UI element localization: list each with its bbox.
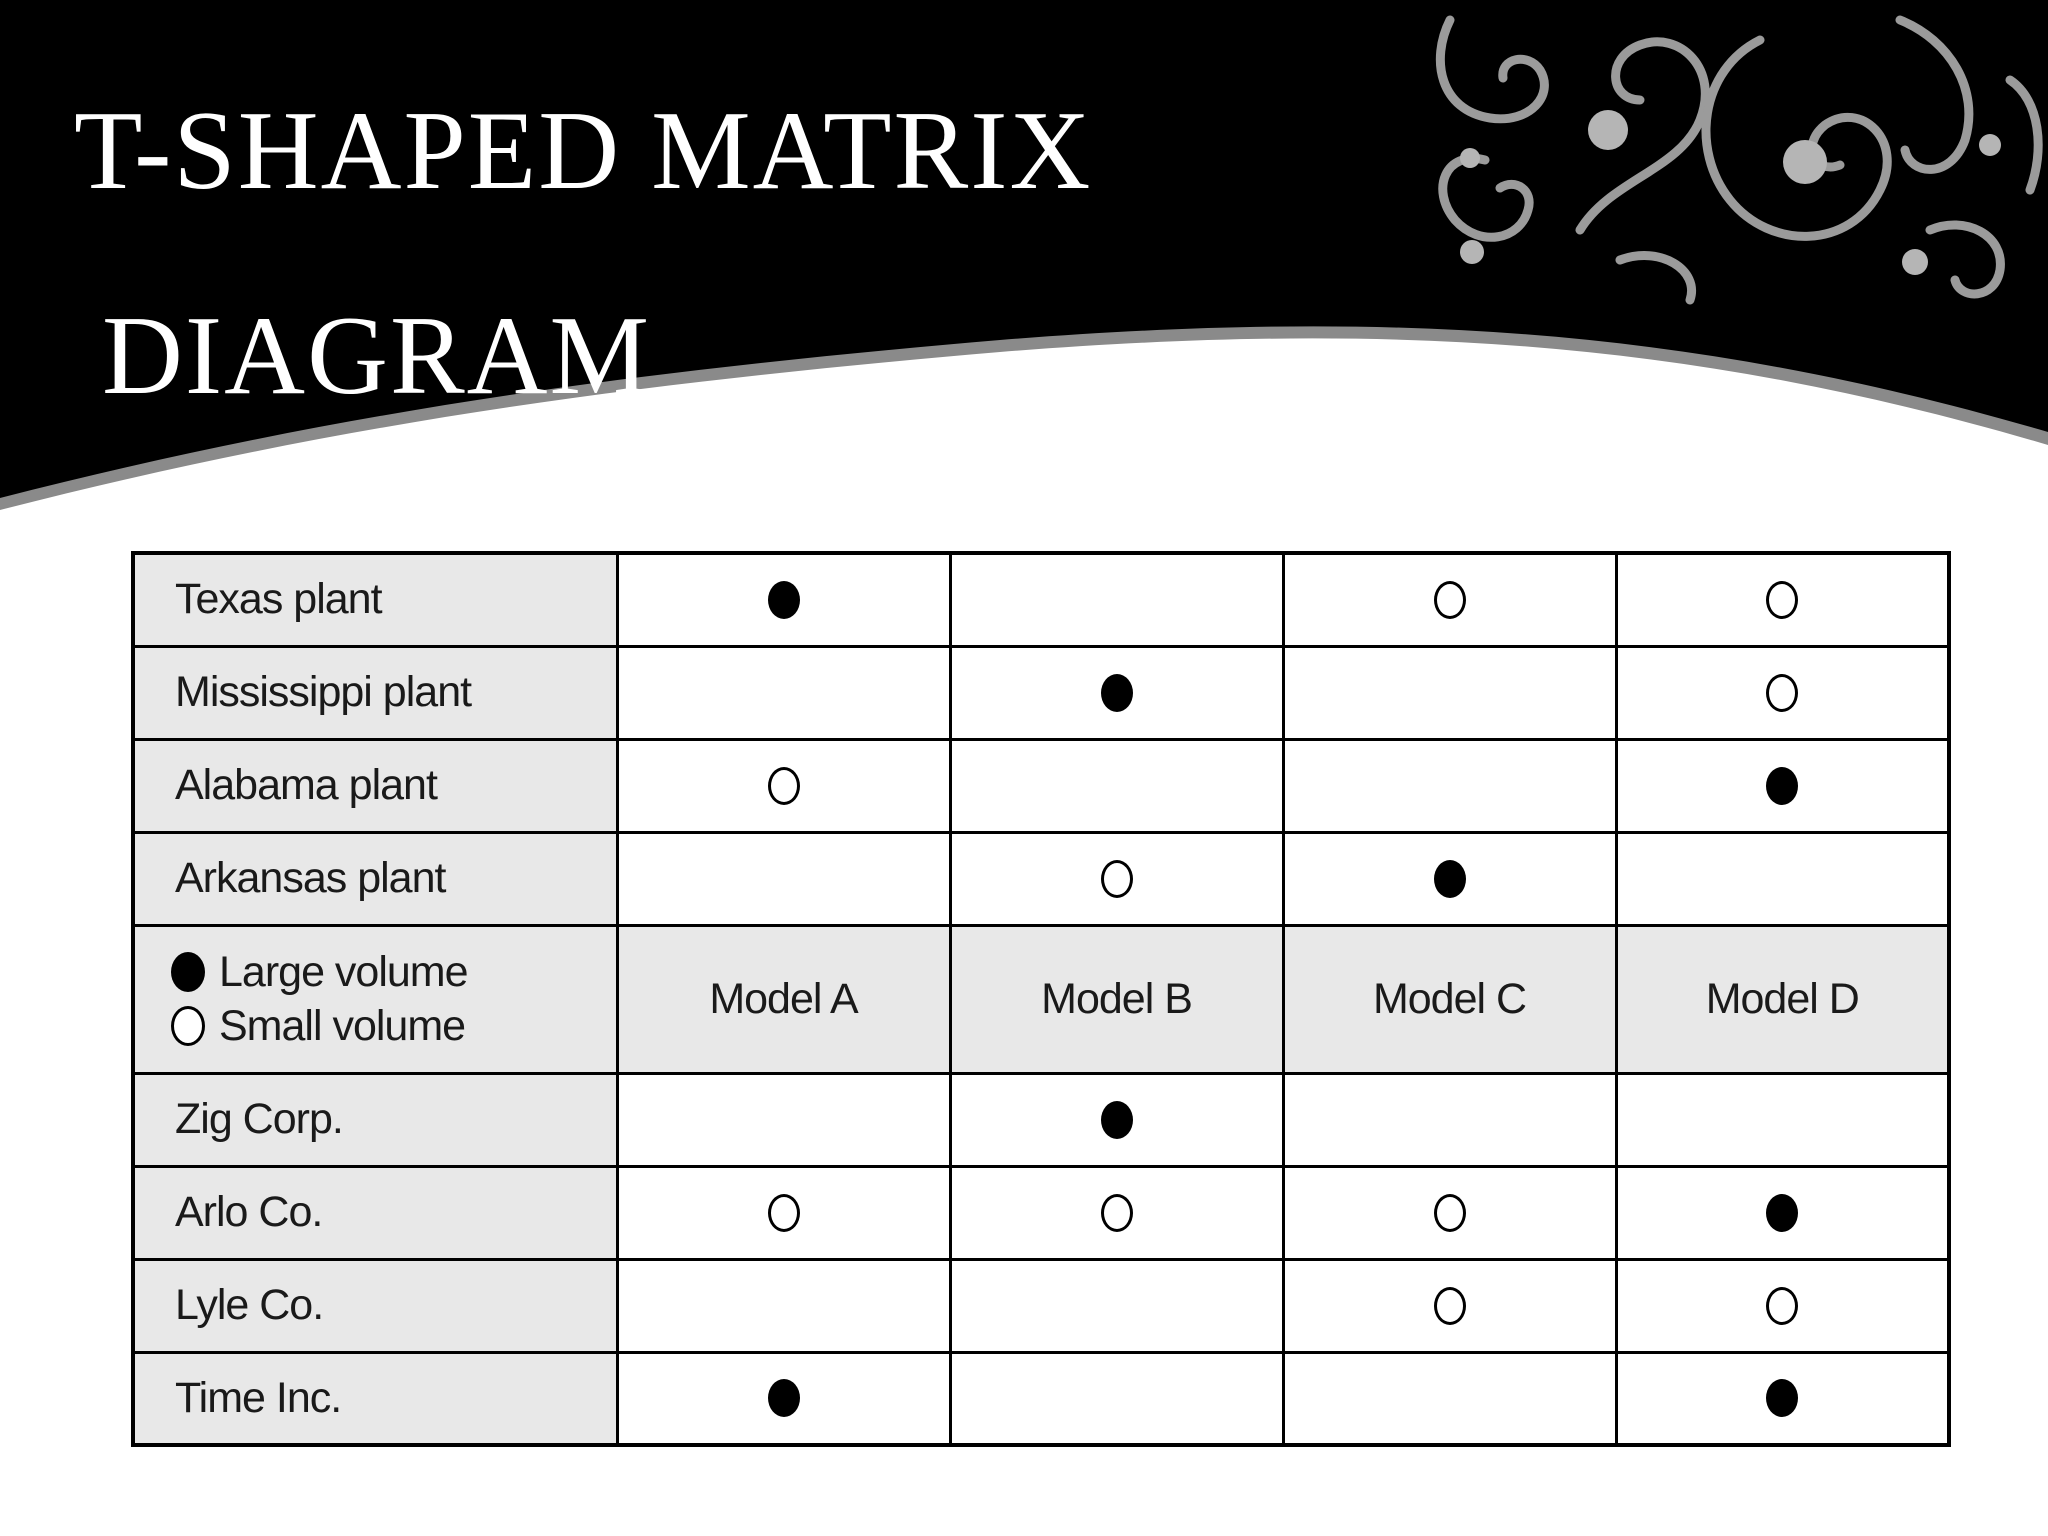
hollow-circle-icon: [1434, 1287, 1466, 1325]
header-row: [133, 925, 1949, 1073]
hollow-circle-icon: [768, 767, 800, 805]
matrix-cell: [1283, 553, 1616, 646]
matrix-cell: [950, 832, 1283, 925]
row-label: Lyle Co.: [133, 1259, 617, 1352]
legend-large: [171, 945, 616, 999]
matrix-row: [133, 1166, 1949, 1259]
matrix-cell: [950, 553, 1283, 646]
matrix-cell: [1616, 1259, 1949, 1352]
hollow-circle-icon: [1101, 860, 1133, 898]
matrix-cell: [1283, 1073, 1616, 1166]
matrix-cell: [1616, 1073, 1949, 1166]
matrix-cell: [617, 1352, 950, 1445]
matrix-cell: [1283, 1259, 1616, 1352]
slide-title-line-1: T-SHAPED MATRIX: [74, 89, 1093, 213]
hollow-circle-icon: [1434, 1194, 1466, 1232]
filled-circle-icon: [1766, 1379, 1798, 1417]
model-header: Model A: [617, 925, 950, 1073]
row-label: Zig Corp.: [133, 1073, 617, 1166]
matrix-cell: [1283, 1166, 1616, 1259]
row-label: Time Inc.: [133, 1352, 617, 1445]
title-banner: [0, 0, 2048, 520]
hollow-circle-icon: [1434, 581, 1466, 619]
filled-circle-icon: [1434, 860, 1466, 898]
matrix-cell: [950, 646, 1283, 739]
filled-circle-icon: [1101, 1101, 1133, 1139]
hollow-circle-icon: [1101, 1194, 1133, 1232]
matrix-cell: [617, 1073, 950, 1166]
matrix-cell: [950, 739, 1283, 832]
model-header: Model C: [1283, 925, 1616, 1073]
matrix-row: [133, 1352, 1949, 1445]
matrix-cell: [1616, 553, 1949, 646]
matrix-cell: [617, 646, 950, 739]
matrix-row: [133, 832, 1949, 925]
matrix-cell: [1616, 646, 1949, 739]
filled-circle-icon: [1101, 674, 1133, 712]
hollow-circle-icon: [171, 1006, 205, 1046]
matrix-cell: [950, 1259, 1283, 1352]
matrix-cell: [617, 832, 950, 925]
slide-title-line-2: DIAGRAM: [102, 294, 652, 418]
matrix-cell: [1283, 646, 1616, 739]
row-label: Mississippi plant: [133, 646, 617, 739]
matrix-row: [133, 646, 1949, 739]
legend-cell: [133, 925, 617, 1073]
matrix-cell: [1283, 1352, 1616, 1445]
hollow-circle-icon: [1766, 581, 1798, 619]
model-header: Model B: [950, 925, 1283, 1073]
matrix-cell: [617, 739, 950, 832]
row-label: Arlo Co.: [133, 1166, 617, 1259]
model-header: Model D: [1616, 925, 1949, 1073]
matrix-cell: [617, 1259, 950, 1352]
matrix-row: [133, 739, 1949, 832]
matrix-cell: [950, 1073, 1283, 1166]
matrix-header: [133, 925, 1949, 1073]
row-label: Arkansas plant: [133, 832, 617, 925]
filled-circle-icon: [768, 1379, 800, 1417]
matrix-row: [133, 1073, 1949, 1166]
matrix-cell: [950, 1352, 1283, 1445]
matrix-row: [133, 1259, 1949, 1352]
matrix-cell: [1616, 832, 1949, 925]
row-label: Texas plant: [133, 553, 617, 646]
legend-small-label: Small volume: [219, 1001, 466, 1050]
legend-large-label: Large volume: [219, 947, 468, 996]
matrix-cell: [1283, 832, 1616, 925]
filled-circle-icon: [768, 581, 800, 619]
filled-circle-icon: [1766, 1194, 1798, 1232]
matrix-cell: [1616, 1166, 1949, 1259]
legend-small: [171, 999, 616, 1053]
hollow-circle-icon: [1766, 1287, 1798, 1325]
hollow-circle-icon: [1766, 674, 1798, 712]
banner-background: [0, 0, 2048, 498]
matrix-cell: [1616, 1352, 1949, 1445]
t-shaped-matrix: [131, 551, 1951, 1447]
hollow-circle-icon: [768, 1194, 800, 1232]
matrix-cell: [617, 1166, 950, 1259]
matrix-cell: [1616, 739, 1949, 832]
matrix-cell: [1283, 739, 1616, 832]
filled-circle-icon: [171, 952, 205, 992]
customer-rows: [133, 1073, 1949, 1445]
matrix-cell: [617, 553, 950, 646]
plant-rows: [133, 553, 1949, 925]
filled-circle-icon: [1766, 767, 1798, 805]
row-label: Alabama plant: [133, 739, 617, 832]
matrix-row: [133, 553, 1949, 646]
matrix-cell: [950, 1166, 1283, 1259]
